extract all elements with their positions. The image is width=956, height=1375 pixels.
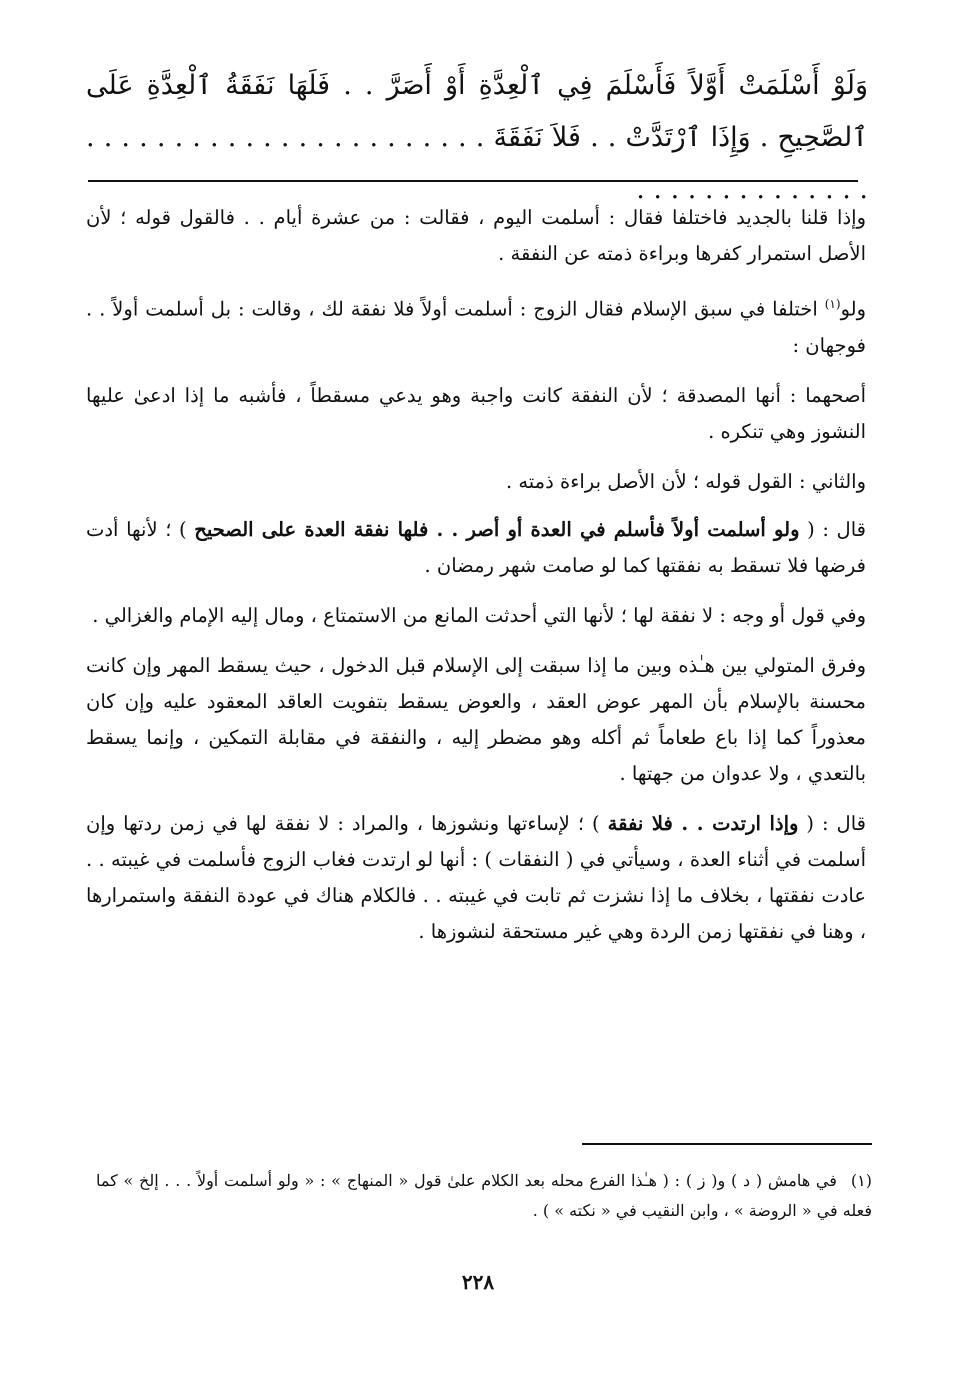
commentary-paragraph-6: وفي قول أو وجه : لا نفقة لها ؛ لأنها التي أحدثت المانع من الاستمتاع ، ومال إليه الإمام والغزالي .: [92, 603, 866, 627]
commentary-paragraph-4: والثاني : القول قوله ؛ لأن الأصل براءة ذمته .: [505, 469, 866, 493]
p8-body: ) ؛ لإساءتها ونشوزها ، والمراد : لا نفقة لها في زمن ردتها وإن أسلمت في أثناء العدة ، وسيأتي في ( النفقات ) : أنها لو ارتدت فغاب الزوج فأسلمت في غيبته . . عادت نفقتها ، بخلاف ما إذا نشزت ثم تابت في غيبته . . فالكلام هناك في عودة النفقة واستمرارها ، وهنا في نفقتها زمن الردة وهي غير مستحقة لنشوزها .: [86, 811, 866, 943]
p5-lead: قال : (: [799, 517, 866, 541]
footnote: [96, 1166, 872, 1226]
commentary-paragraph-2: [86, 286, 866, 364]
matn-dots: . . . . . . . . . . . . . . . . . . . . . . . . . . . . . . . . . . . . .: [86, 122, 868, 205]
commentary-paragraph-1: وإذا قلنا بالجديد فاختلفا فقال : أسلمت اليوم ، فقالت : من عشرة أيام . . فالقول قوله ؛ لأن الأصل استمرار كفرها وبراءة ذمته عن النفقة .: [86, 206, 866, 265]
page-number: ٢٢٨: [461, 1270, 495, 1294]
commentary-block: [86, 200, 866, 964]
footnote-separator-rule: [582, 1143, 872, 1145]
p2-body: اختلفا في سبق الإسلام فقال الزوج : أسلمت أولاً فلا نفقة لك ، وقالت : بل أسلمت أولاً . . فوجهان :: [86, 297, 866, 357]
p8-quoted-matn: وإذا ارتدت . . فلا نفقة: [607, 811, 799, 835]
p5-quoted-matn: ولو أسلمت أولاً فأسلم في العدة أو أصر . . فلها نفقة العدة على الصحيح: [194, 517, 800, 541]
p2-lead: ولو: [840, 297, 866, 321]
commentary-paragraph-7: وفرق المتولي بين هـٰذه وبين ما إذا سبقت إلى الإسلام قبل الدخول ، حيث يسقط المهر وإن كانت محسنة بالإسلام بأن المهر عوض العقد ، والعوض يسقط بتفويت العاقد المعقود عليه وإن كان معذوراً كما إذا باع طعاماً ثم أكله وهو مضطر إليه ، والنفقة في مقابلة التمكين ، وإنما يسقط بالتعدي ، ولا عدوان من جهتها .: [86, 653, 866, 785]
p8-lead: قال : (: [798, 811, 866, 835]
footnote-text: في هامش ( د ) و( ز ) : ( هـٰذا الفرع محله بعد الكلام علىٰ قول « المنهاج » : « ولو أسلمت أولاً . . . إلخ » كما فعله في « الروضة » ، وابن النقيب في « نكته » ) .: [96, 1171, 872, 1220]
matn-text: وَلَوْ أَسْلَمَتْ أَوَّلاً فَأَسْلَمَ فِي ٱلْعِدَّةِ أَوْ أَصَرَّ . . فَلَهَا نَفَقَةُ ٱلْعِدَّةِ عَلَى ٱلصَّحِيحِ . وَإِذَا ٱرْتَدَّتْ . . فَلاَ نَفَقَةَ: [86, 70, 868, 153]
footnote-number: (١): [850, 1171, 872, 1190]
matn-separator-rule: [88, 180, 858, 182]
commentary-paragraph-5: [86, 512, 866, 584]
p5-body: ) ؛ لأنها أدت فرضها فلا تسقط به نفقتها كما لو صامت شهر رمضان .: [86, 517, 866, 577]
matn-text-block: [86, 60, 868, 216]
footnote-reference[interactable]: (١): [824, 297, 841, 311]
commentary-paragraph-8: [86, 806, 866, 950]
commentary-paragraph-3: أصحهما : أنها المصدقة ؛ لأن النفقة كانت واجبة وهو يدعي مسقطاً ، فأشبه ما إذا ادعىٰ عليها النشوز وهي تنكره .: [86, 383, 866, 443]
